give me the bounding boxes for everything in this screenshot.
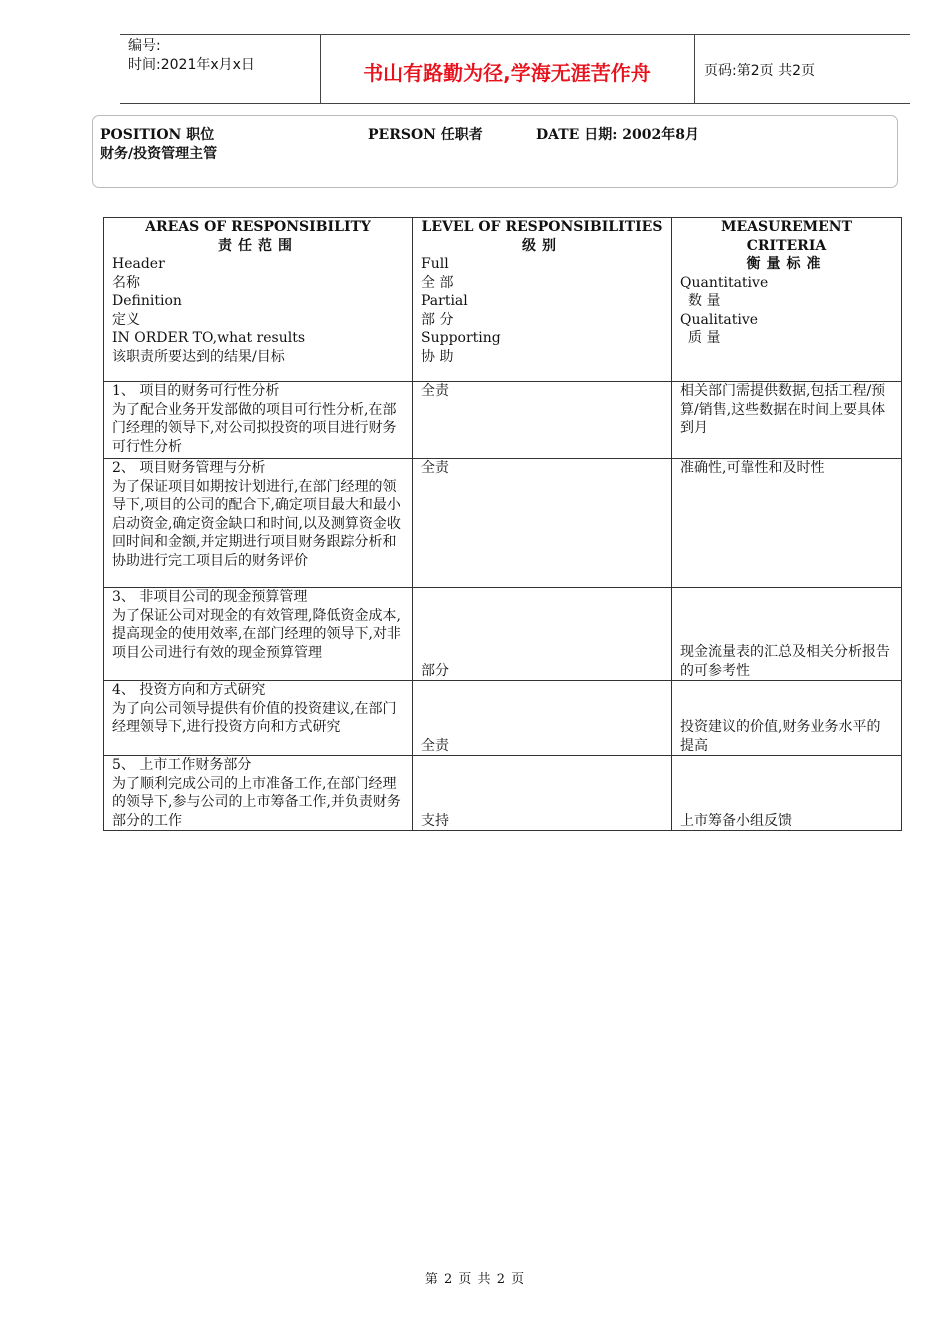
- header-page-number: 页码:第2页 共2页: [704, 63, 815, 79]
- area-description: 为了顺利完成公司的上市准备工作,在部门经理的领导下,参与公司的上市筹备工作,并负责财务部分的工作: [112, 775, 401, 829]
- area-cell: [104, 459, 413, 588]
- area-cell: [104, 756, 413, 831]
- header-line: 该职责所要达到的结果/目标: [112, 348, 285, 365]
- area-title: 4、 投资方向和方式研究: [112, 682, 266, 698]
- area-title: 2、 项目财务管理与分析: [112, 460, 266, 476]
- criteria-cell: 现金流量表的汇总及相关分析报告的可参考性: [672, 588, 902, 681]
- area-cell: [104, 382, 413, 459]
- header-motto: 书山有路勤为径,学海无涯苦作舟: [363, 61, 651, 85]
- area-description: 为了保证公司对现金的有效管理,降低资金成本,提高现金的使用效率,在部门经理的领导下,对非项目公司进行有效的现金预算管理: [112, 607, 401, 661]
- header-line: Partial: [421, 293, 468, 309]
- column-header-en: AREAS OF RESPONSIBILITY: [145, 219, 371, 235]
- column-header-cn: 衡量标准: [746, 256, 827, 272]
- criteria-cell: 准确性,可靠性和及时性: [672, 459, 902, 588]
- header-line: 定义: [112, 311, 140, 328]
- header-line: IN ORDER TO,what results: [112, 330, 306, 346]
- date-label: DATE 日期: 2002年8月: [536, 127, 699, 143]
- header-divider: [694, 35, 695, 103]
- level-cell: 全责: [413, 681, 672, 756]
- column-header-cn: 级别: [522, 237, 562, 254]
- header-line: Supporting: [421, 330, 501, 346]
- header-line: 部 分: [421, 311, 454, 328]
- header-line: 数 量: [688, 293, 721, 309]
- area-title: 1、 项目的财务可行性分析: [112, 383, 280, 399]
- table-row: [104, 459, 902, 588]
- document-time-label: 时间:2021年x月x日: [128, 57, 255, 73]
- header-cell-criteria: [672, 218, 902, 382]
- header-line: Full: [421, 256, 449, 272]
- person-label: PERSON 任职者: [368, 127, 483, 143]
- level-cell: 支持: [413, 756, 672, 831]
- level-cell: 全责: [413, 459, 672, 588]
- area-cell: [104, 588, 413, 681]
- header-line: Definition: [112, 293, 182, 309]
- header-line: Quantitative: [680, 274, 769, 291]
- header-line: 质 量: [688, 330, 721, 346]
- column-header-en: LEVEL OF RESPONSIBILITIES: [421, 219, 663, 235]
- table-row: [104, 756, 902, 831]
- area-description: 为了保证项目如期按计划进行,在部门经理的领导下,项目的公司的配合下,确定项目最大和最小启动资金,确定资金缺口和时间,以及测算资金收回时间和金额,并定期进行项目财务跟踪分析和协助进行完工项目后的财务评价: [112, 478, 401, 569]
- page-header: [120, 34, 910, 104]
- header-line: 名称: [112, 274, 140, 291]
- criteria-cell: 相关部门需提供数据,包括工程/预算/销售,这些数据在时间上要具体到月: [672, 382, 902, 459]
- header-cell-level: [413, 218, 672, 382]
- header-line: Header: [112, 256, 165, 272]
- table-row: [104, 588, 902, 681]
- header-meta: [128, 37, 318, 75]
- column-header-cn: 责任范围: [218, 237, 298, 254]
- page-footer: 第 2 页 共 2 页: [424, 1272, 526, 1287]
- document-number-label: 编号:: [128, 38, 161, 54]
- header-cell-areas: [104, 218, 413, 382]
- level-cell: 全责: [413, 382, 672, 459]
- table-row: [104, 382, 902, 459]
- area-title: 5、 上市工作财务部分: [112, 757, 252, 773]
- table-header-row: [104, 218, 902, 382]
- responsibility-table: [103, 217, 902, 831]
- header-line: 全 部: [421, 274, 454, 291]
- criteria-cell: 投资建议的价值,财务业务水平的提高: [672, 681, 902, 756]
- area-description: 为了配合业务开发部做的项目可行性分析,在部门经理的领导下,对公司拟投资的项目进行财务可行性分析: [112, 401, 397, 455]
- level-cell: 部分: [413, 588, 672, 681]
- header-line: 协 助: [421, 348, 454, 365]
- position-info-box: [92, 115, 898, 188]
- table-row: [104, 681, 902, 756]
- column-header-en: MEASUREMENT CRITERIA: [720, 219, 853, 254]
- criteria-cell: 上市筹备小组反馈: [672, 756, 902, 831]
- area-title: 3、 非项目公司的现金预算管理: [112, 589, 308, 605]
- position-label: POSITION 职位: [100, 127, 215, 143]
- position-value: 财务/投资管理主管: [100, 146, 218, 162]
- header-line: Qualitative: [680, 311, 759, 328]
- area-description: 为了向公司领导提供有价值的投资建议,在部门经理领导下,进行投资方向和方式研究: [112, 700, 397, 735]
- area-cell: [104, 681, 413, 756]
